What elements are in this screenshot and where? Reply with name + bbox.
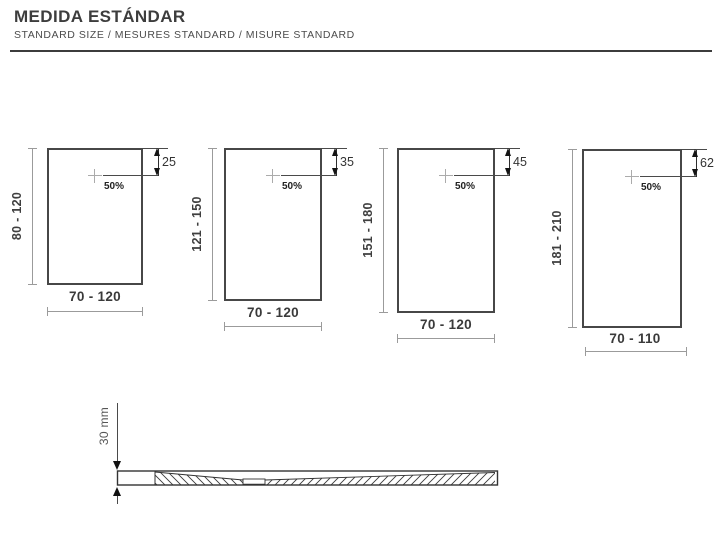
drain-offset-label: 25	[162, 155, 176, 169]
drain-leader-line	[454, 175, 509, 176]
width-dim-line	[224, 326, 322, 327]
drain-center-mark	[439, 175, 453, 176]
thickness-label: 30 mm	[97, 406, 111, 446]
height-dim-line	[383, 148, 384, 313]
drain-offset-label: 62	[700, 156, 714, 170]
page-subtitle: STANDARD SIZE / MESURES STANDARD / MISURE STANDARD	[14, 29, 355, 41]
dim-tick	[686, 347, 687, 356]
width-range-label: 70 - 120	[247, 305, 299, 320]
height-range-label: 151 - 180	[361, 202, 375, 258]
width-range-label: 70 - 120	[420, 317, 472, 332]
drain-position-label: 50%	[455, 181, 476, 192]
thickness-dim-line	[117, 403, 118, 462]
dim-tick	[494, 334, 495, 343]
height-dim-line	[572, 149, 573, 328]
width-dim-line	[47, 311, 143, 312]
dim-tick	[585, 347, 586, 356]
dim-tick	[321, 322, 322, 331]
height-dim-line	[212, 148, 213, 301]
drain-leader-line	[281, 175, 336, 176]
dim-tick	[224, 322, 225, 331]
dim-tick	[47, 307, 48, 316]
tray-outline	[397, 148, 495, 313]
arrow-up-icon	[505, 148, 511, 156]
height-range-label: 121 - 150	[190, 196, 204, 252]
drain-center-mark	[445, 169, 446, 183]
dim-tick	[379, 312, 388, 313]
arrow-up-icon	[332, 148, 338, 156]
dim-tick	[142, 307, 143, 316]
dim-tick	[568, 327, 577, 328]
drain-offset-label: 45	[513, 155, 527, 169]
height-range-label: 181 - 210	[550, 210, 564, 266]
tray-cross-section	[116, 468, 500, 490]
dim-tick	[28, 148, 37, 149]
thickness-dim-line	[117, 496, 118, 504]
width-range-label: 70 - 110	[609, 331, 661, 346]
width-dim-line	[585, 351, 687, 352]
dim-tick	[208, 148, 217, 149]
width-range-label: 70 - 120	[69, 289, 121, 304]
drain-position-label: 50%	[641, 182, 662, 193]
drain-position-label: 50%	[282, 181, 303, 192]
drain-offset-label: 35	[340, 155, 354, 169]
height-range-label: 80 - 120	[10, 191, 24, 241]
dim-tick	[379, 148, 388, 149]
dim-tick	[28, 284, 37, 285]
dim-tick	[208, 300, 217, 301]
drain-leader-line	[640, 176, 696, 177]
drain-center-mark	[266, 175, 280, 176]
drain-center-mark	[94, 169, 95, 183]
tray-outline	[47, 148, 143, 285]
drain-center-mark	[272, 169, 273, 183]
page-title: MEDIDA ESTÁNDAR	[14, 7, 186, 26]
height-dim-line	[32, 148, 33, 285]
drain-position-label: 50%	[104, 181, 125, 192]
drain-center-mark	[625, 176, 639, 177]
dim-tick	[568, 149, 577, 150]
arrow-up-icon	[692, 149, 698, 157]
drain-center-mark	[631, 170, 632, 184]
drain-leader-line	[103, 175, 158, 176]
tray-outline	[224, 148, 322, 301]
header-divider	[10, 50, 712, 52]
width-dim-line	[397, 338, 495, 339]
dim-tick	[397, 334, 398, 343]
drain-center-mark	[88, 175, 102, 176]
arrow-up-icon	[154, 148, 160, 156]
